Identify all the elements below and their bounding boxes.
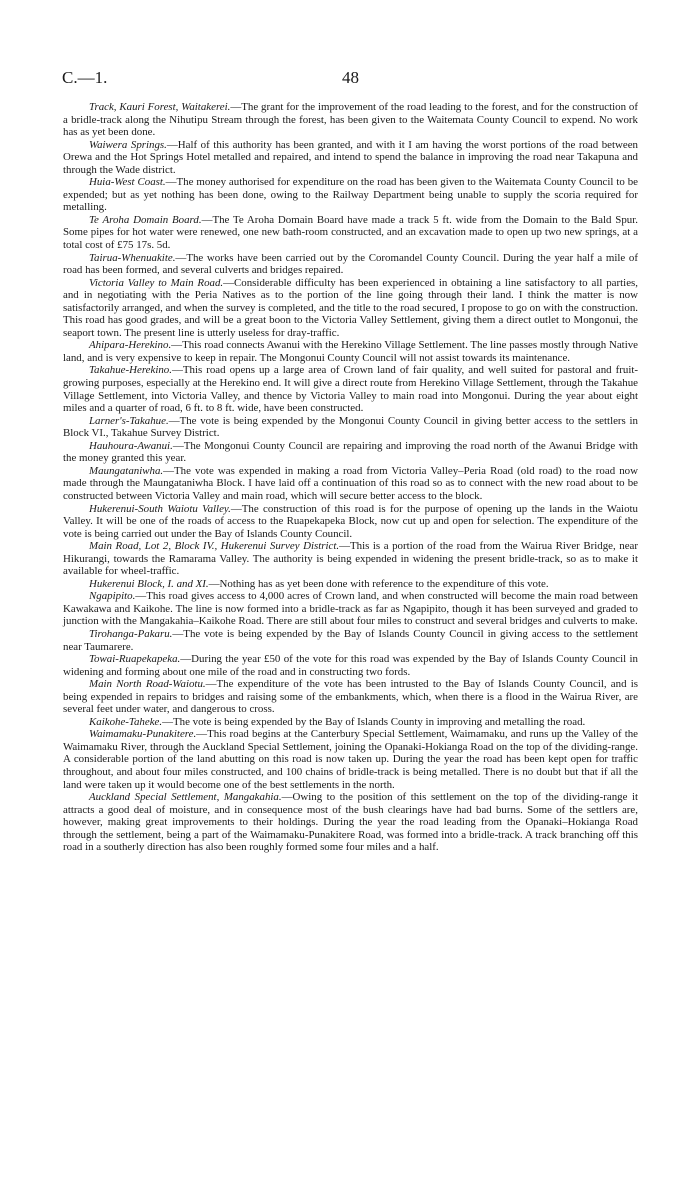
body-text xyxy=(63,101,638,854)
paragraph-text: —Nothing has as yet been done with reference to the expenditure of this vote. xyxy=(208,577,549,590)
paragraph-heading: Hukerenui-South Waiotu Valley. xyxy=(89,502,231,515)
paragraph-text: —This road begins at the Canterbury Special Settlement, Waimamaku, and runs up the Valley of the Waimamaku River, through the Auckland Special Settlement, joining the Opanaki-Hokianga Road on the top of the dividing-range. A considerable portion of the land abutting on this road is now taken up. During the year the road has been kept open for traffic throughout, and about four miles constructed, and 100 chains of bridle-track is being metalled. There is no doubt but that if all the land were taken up it would become one of the best settlements in the north. xyxy=(63,728,638,791)
paragraph-text: —The Mongonui County Council are repairing and improving the road north of the Awanui Bridge with the money granted this year. xyxy=(63,439,638,465)
paragraph-heading: Track, Kauri Forest, Waitakerei. xyxy=(89,101,231,113)
paragraph xyxy=(63,176,638,214)
paragraph xyxy=(63,214,638,252)
paragraph-heading: Maungataniwha. xyxy=(89,464,164,477)
page-header xyxy=(62,68,638,92)
paragraph-heading: Auckland Special Settlement, Mangakahia. xyxy=(89,791,282,804)
paragraph-heading: Hukerenui Block, I. and XI. xyxy=(89,577,209,590)
paragraph xyxy=(63,101,638,139)
paragraph-text: —This road connects Awanui with the Herekino Village Settlement. The line passes mostly through Native land, and is very expensive to keep in repair. The Mongonui County Council will not assist towards its maintenance. xyxy=(63,339,638,364)
paragraph-text: —The grant for the improvement of the road leading to the forest, and for the construction of a bridle-track along the Nihutipu Stream through the forest, has been given to the Waitemata County Council to expend. No work has as yet been done. xyxy=(63,101,638,139)
paragraph xyxy=(63,628,638,653)
paragraph xyxy=(63,540,638,578)
paragraph-text: —The Te Aroha Domain Board have made a track 5 ft. wide from the Domain to the Bald Spur. Some pipes for hot water were renewed, one new bath-room constructed, and an excavation made to open up two new springs, at a total cost of £75 17s. 5d. xyxy=(63,213,638,252)
paragraph xyxy=(63,415,638,440)
paragraph-text: —Considerable difficulty has been experienced in obtaining a line satisfactory to all parties, and in negotiating with the Peria Natives as to the portion of the line going through their land. I think the matter is now satisfactorily arranged, and when the survey is completed, and the title to the road secured, I propose to go on with the construction. This road has good grades, and will be a great boon to the Victoria Valley Settlement, giving them a direct outlet to Mongonui, the seaport town. The present line is utterly useless for dray-traffic. xyxy=(63,276,638,339)
paragraph-heading: Larner's-Takahue. xyxy=(89,414,169,427)
paragraph xyxy=(63,440,638,465)
paragraph xyxy=(63,139,638,177)
paragraph-text: —The vote is being expended by the Mongonui County Council in giving better access to the settlers in Block VI., Takahue Survey District. xyxy=(63,414,638,440)
page-number: 48 xyxy=(342,68,359,87)
paragraph-heading: Main North Road-Waiotu. xyxy=(89,678,206,691)
paragraph-text: —The vote is being expended by the Bay of Islands County in improving and metalling the road. xyxy=(162,715,586,728)
paragraph-text: —Owing to the position of this settlement on the top of the dividing-range it attracts a good deal of moisture, and in consequence most of the bush clearings have had bad burns. Some of the settlers are, however, making great improvements to their holdings. During the year the road leading from the Opanaki–Hokianga Road through the settlement, being a part of the Waimamaku-Punakitere Road, was formed into a bridle-track. A track branching off this road in a southerly direction has also been roughly formed some four miles and a half. xyxy=(63,791,638,854)
paragraph-text: —The construction of this road is for the purpose of opening up the lands in the Waiotu Valley. It will be one of the roads of access to the Ruapekapeka Block, now cut up and open for selection. The expenditure of the vote is being carried out under the Bay of Islands County Council. xyxy=(63,502,638,540)
parliamentary-paper-reference: C.—1. xyxy=(62,68,108,87)
paragraph-heading: Kaikohe-Taheke. xyxy=(89,715,163,728)
paragraph xyxy=(63,728,638,791)
paragraph xyxy=(63,465,638,503)
paragraph-heading: Hauhoura-Awanui. xyxy=(89,439,173,452)
paragraph xyxy=(63,678,638,716)
paragraph xyxy=(63,503,638,541)
paragraph-heading: Waimamaku-Punakitere. xyxy=(89,728,197,741)
paragraph xyxy=(63,578,638,591)
paragraph-heading: Victoria Valley to Main Road. xyxy=(89,276,224,289)
paragraph-text: —During the year £50 of the vote for this road was expended by the Bay of Islands County Council in widening and forming about one mile of the road and in constructing two fords. xyxy=(63,653,638,678)
paragraph xyxy=(63,364,638,414)
paragraph xyxy=(63,590,638,628)
paragraph-heading: Waiwera Springs. xyxy=(89,138,167,151)
paragraph-heading: Ngapipito. xyxy=(89,590,136,603)
paragraph-heading: Ahipara-Herekino. xyxy=(89,339,172,352)
paragraph-heading: Tairua-Whenuakite. xyxy=(89,251,176,264)
paragraph-text: —This road opens up a large area of Crown land of fair quality, and well suited for pastoral and fruit-growing purposes, especially at the Herekino end. It will give a direct route from Herekino Village Settlement, through the Takahue Village Settlement, into Victoria Valley, and thence by Victoria Valley to main road into Mongonui. During the year about eight miles and a quarter of road, 6 ft. to 8 ft. wide, have been constructed. xyxy=(63,364,638,415)
paragraph xyxy=(63,653,638,678)
paragraph xyxy=(63,791,638,854)
paragraph-text: —Half of this authority has been granted, and with it I am having the worst portions of the road between Orewa and the Hot Springs Hotel metalled and repaired, and intend to spend the balance in improving the road near Takapuna and through the Wade district. xyxy=(63,138,638,176)
paragraph-heading: Main Road, Lot 2, Block IV., Hukerenui Survey District. xyxy=(89,540,340,553)
paragraph-text: —The works have been carried out by the Coromandel County Council. During the year half a mile of road has been formed, and several culverts and bridges repaired. xyxy=(63,251,638,277)
paragraph xyxy=(63,339,638,364)
paragraph-heading: Tirohanga-Pakaru. xyxy=(89,627,173,640)
paragraph xyxy=(63,277,638,340)
paragraph-text: —The vote is being expended by the Bay of Islands County Council in giving access to the settlement near Taumarere. xyxy=(63,627,638,653)
paragraph-text: —This is a portion of the road from the Wairua River Bridge, near Hikurangi, towards the Ramarama Valley. The authority is being expended in widening the present bridle-track, so as to make it available for wheel-traffic. xyxy=(63,540,638,578)
paragraph-text: —This road gives access to 4,000 acres of Crown land, and when constructed will become the main road between Kawakawa and Kaikohe. The line is now formed into a bridle-track as far as Ngapipito, though it has been surveyed and graded to junction with the Mangakahia–Kaikohe Road. There are still about four miles to construct and several bridges and culverts to make. xyxy=(63,590,638,628)
paragraph xyxy=(63,252,638,277)
paragraph-text: —The vote was expended in making a road from Victoria Valley–Peria Road (old road) to the road now made through the Maungataniwha Block. I have laid off a continuation of this road so as to connect with the new road about to be constructed between Victoria Valley and main road, which will secure better access to the block. xyxy=(63,464,638,502)
paragraph-heading: Towai-Ruapekapeka. xyxy=(89,653,181,666)
paragraph-heading: Te Aroha Domain Board. xyxy=(89,213,202,226)
paragraph xyxy=(63,716,638,729)
paragraph-heading: Huia-West Coast. xyxy=(89,176,166,189)
paragraph-text: —The expenditure of the vote has been intrusted to the Bay of Islands County Council, and is being expended in repairs to bridges and raising some of the embankments, which, when there is a flood in the Wairua River, are several feet under water, and dangerous to cross. xyxy=(63,678,638,716)
paragraph-heading: Takahue-Herekino. xyxy=(89,364,172,377)
paragraph-text: —The money authorised for expenditure on the road has been given to the Waitemata County Council to be expended; but as yet nothing has been done, owing to the Railway Department being unable to supply the scoria required for metalling. xyxy=(63,176,638,214)
